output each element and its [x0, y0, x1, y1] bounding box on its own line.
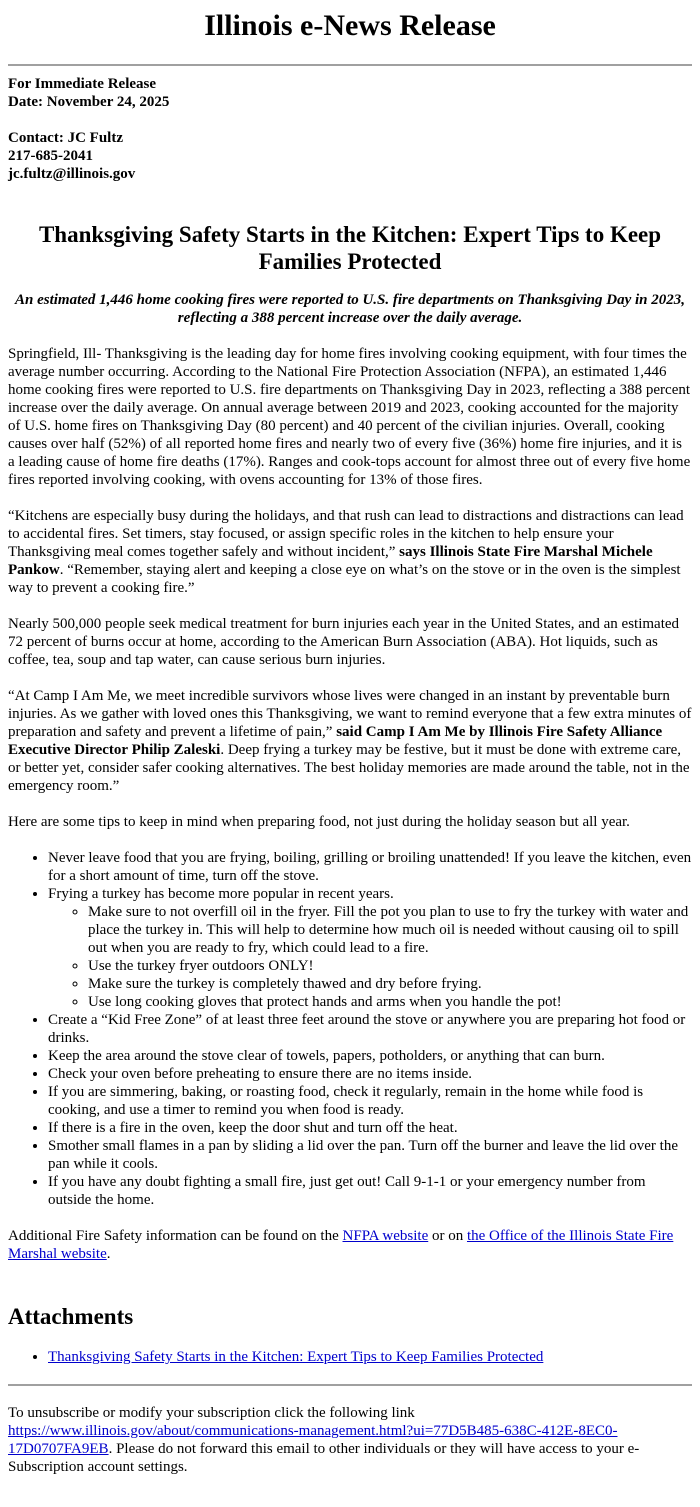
list-item	[48, 1348, 692, 1366]
tips-list	[8, 849, 692, 1209]
release-label: For Immediate Release	[8, 76, 157, 92]
paragraph-3: Nearly 500,000 people seek medical treatment for burn injuries each year in the United States, and an estimated 72 percent of burns occur at home, according to the American Burn Association (ABA). Hot liquids, such as coffee, tea, soup and tap water, can cause serious burn injuries.	[8, 616, 680, 668]
text: Additional Fire Safety information can be found on the	[8, 1228, 343, 1244]
divider	[8, 64, 692, 66]
list-item: • Smother small flames in a pan by sliding a lid over the pan. Turn off the burner and leave the lid over the pan while it cools.	[48, 1137, 692, 1173]
unsubscribe-link[interactable]: https://www.illinois.gov/about/communications-management.html?ui=77D5B485-638C-412E-8EC0-17D0707FA9EB	[8, 1423, 618, 1457]
paragraph-4	[8, 687, 692, 795]
contact-phone: 217-685-2041	[8, 148, 93, 164]
list-item: • Check your oven before preheating to ensure there are no items inside.	[48, 1065, 692, 1083]
subheadline: An estimated 1,446 home cooking fires were reported to U.S. fire departments on Thanksgiving Day in 2023, reflecting a 388 percent increase over the daily average.	[14, 292, 685, 326]
footer	[8, 1404, 692, 1476]
contact-email: jc.fultz@illinois.gov	[8, 166, 136, 182]
turkey-tips-list	[48, 903, 692, 1011]
divider	[8, 1384, 692, 1386]
list-item: • Create a “Kid Free Zone” of at least three feet around the stove or anywhere you are preparing hot food or drinks.	[48, 1011, 692, 1047]
paragraph-6	[8, 1227, 692, 1263]
attachments-list	[8, 1348, 692, 1366]
paragraph-1: Springfield, Ill- Thanksgiving is the leading day for home fires involving cooking equipment, with four times the average number occurring. According to the National Fire Protection Association (NFPA), an estimated 1,446 home cooking fires were reported to U.S. fire departments on Thanksgiving Day in 2023, reflecting a 388 percent increase over the daily average. On annual average between 2019 and 2023, cooking accounted for the majority of U.S. home fires on Thanksgiving Day (80 percent) and 40 percent of the civilian injuries. Overall, cooking causes over half (52%) of all reported home fires and nearly two of every five (36%) home fire injuries, and it is a leading cause of home fire deaths (17%). Ranges and cook-tops account for almost three out of every five home fires reported involving cooking, with ovens accounting for 13% of those fires.	[8, 346, 691, 488]
attachments-heading: Attachments	[8, 1304, 134, 1329]
quote-text: “Kitchens are especially busy during the holidays, and that rush can lead to distractions and distractions can lead to accidental fires. Set timers, stay focused, or assign specific roles in the kitchen to help ensure your Thanksgiving meal comes together safely and without incident,”	[8, 508, 684, 560]
list-item	[48, 885, 692, 1011]
quote-text: “At Camp I Am Me, we meet incredible survivors whose lives were changed in an instant by preventable burn injuries. As we gather with loved ones this Thanksgiving, we want to remind everyone that a few extra minutes of preparation and safety and prevent a lifetime of pain,”	[8, 688, 692, 740]
list-item: • If there is a fire in the oven, keep the door shut and turn off the heat.	[48, 1119, 692, 1137]
page-title: Illinois e-News Release	[204, 9, 496, 42]
quote-text: . Deep frying a turkey may be festive, but it must be done with extreme care, or better yet, consider safer cooking alternatives. The best holiday memories are made around the table, not in the emergency room.”	[8, 742, 690, 794]
osfm-link[interactable]: the Office of the Illinois State Fire Marshal website	[8, 1228, 674, 1262]
list-item: ◦ Make sure to not overfill oil in the fryer. Fill the pot you plan to use to fry the turkey with water and place the turkey in. This will help to determine how much oil is needed without causing oil to spill out when you are ready to fry, which could lead to a fire.	[88, 903, 692, 957]
list-item: • Never leave food that you are frying, boiling, grilling or broiling unattended! If you leave the kitchen, even for a short amount of time, turn off the stove.	[48, 849, 692, 885]
quote-attribution: says Illinois State Fire Marshal Michele Pankow	[8, 544, 653, 578]
list-item: ◦ Use long cooking gloves that protect hands and arms when you handle the pot!	[88, 993, 692, 1011]
release-meta	[8, 75, 692, 183]
list-item: • Keep the area around the stove clear of towels, papers, potholders, or anything that can burn.	[48, 1047, 692, 1065]
list-item-text: Frying a turkey has become more popular in recent years.	[48, 886, 394, 902]
paragraph-2	[8, 507, 692, 597]
footer-text: . Please do not forward this email to other individuals or they will have access to your e-Subscription account settings.	[8, 1441, 640, 1475]
nfpa-link[interactable]: NFPA website	[342, 1228, 429, 1244]
list-item: • If you are simmering, baking, or roasting food, check it regularly, remain in the home while food is cooking, and use a timer to remind you when food is ready.	[48, 1083, 692, 1119]
paragraph-5: Here are some tips to keep in mind when preparing food, not just during the holiday season but all year.	[8, 814, 630, 830]
release-date: Date: November 24, 2025	[8, 94, 170, 110]
quote-text: . “Remember, staying alert and keeping a close eye on what’s on the stove or in the oven is the simplest way to prevent a cooking fire.”	[8, 562, 681, 596]
quote-attribution: said Camp I Am Me by Illinois Fire Safety Alliance Executive Director Philip Zaleski	[8, 724, 663, 758]
attachment-link[interactable]: Thanksgiving Safety Starts in the Kitchen: Expert Tips to Keep Families Protected	[48, 1349, 544, 1365]
headline: Thanksgiving Safety Starts in the Kitchen: Expert Tips to Keep Families Protected	[38, 222, 662, 274]
list-item: ◦ Use the turkey fryer outdoors ONLY!	[88, 957, 692, 975]
text: .	[106, 1246, 111, 1262]
list-item: ◦ Make sure the turkey is completely thawed and dry before frying.	[88, 975, 692, 993]
text: or on	[428, 1228, 467, 1244]
list-item: • If you have any doubt fighting a small fire, just get out! Call 9-1-1 or your emergency number from outside the home.	[48, 1173, 692, 1209]
footer-text: To unsubscribe or modify your subscription click the following link	[8, 1405, 415, 1421]
contact-name: Contact: JC Fultz	[8, 130, 123, 146]
